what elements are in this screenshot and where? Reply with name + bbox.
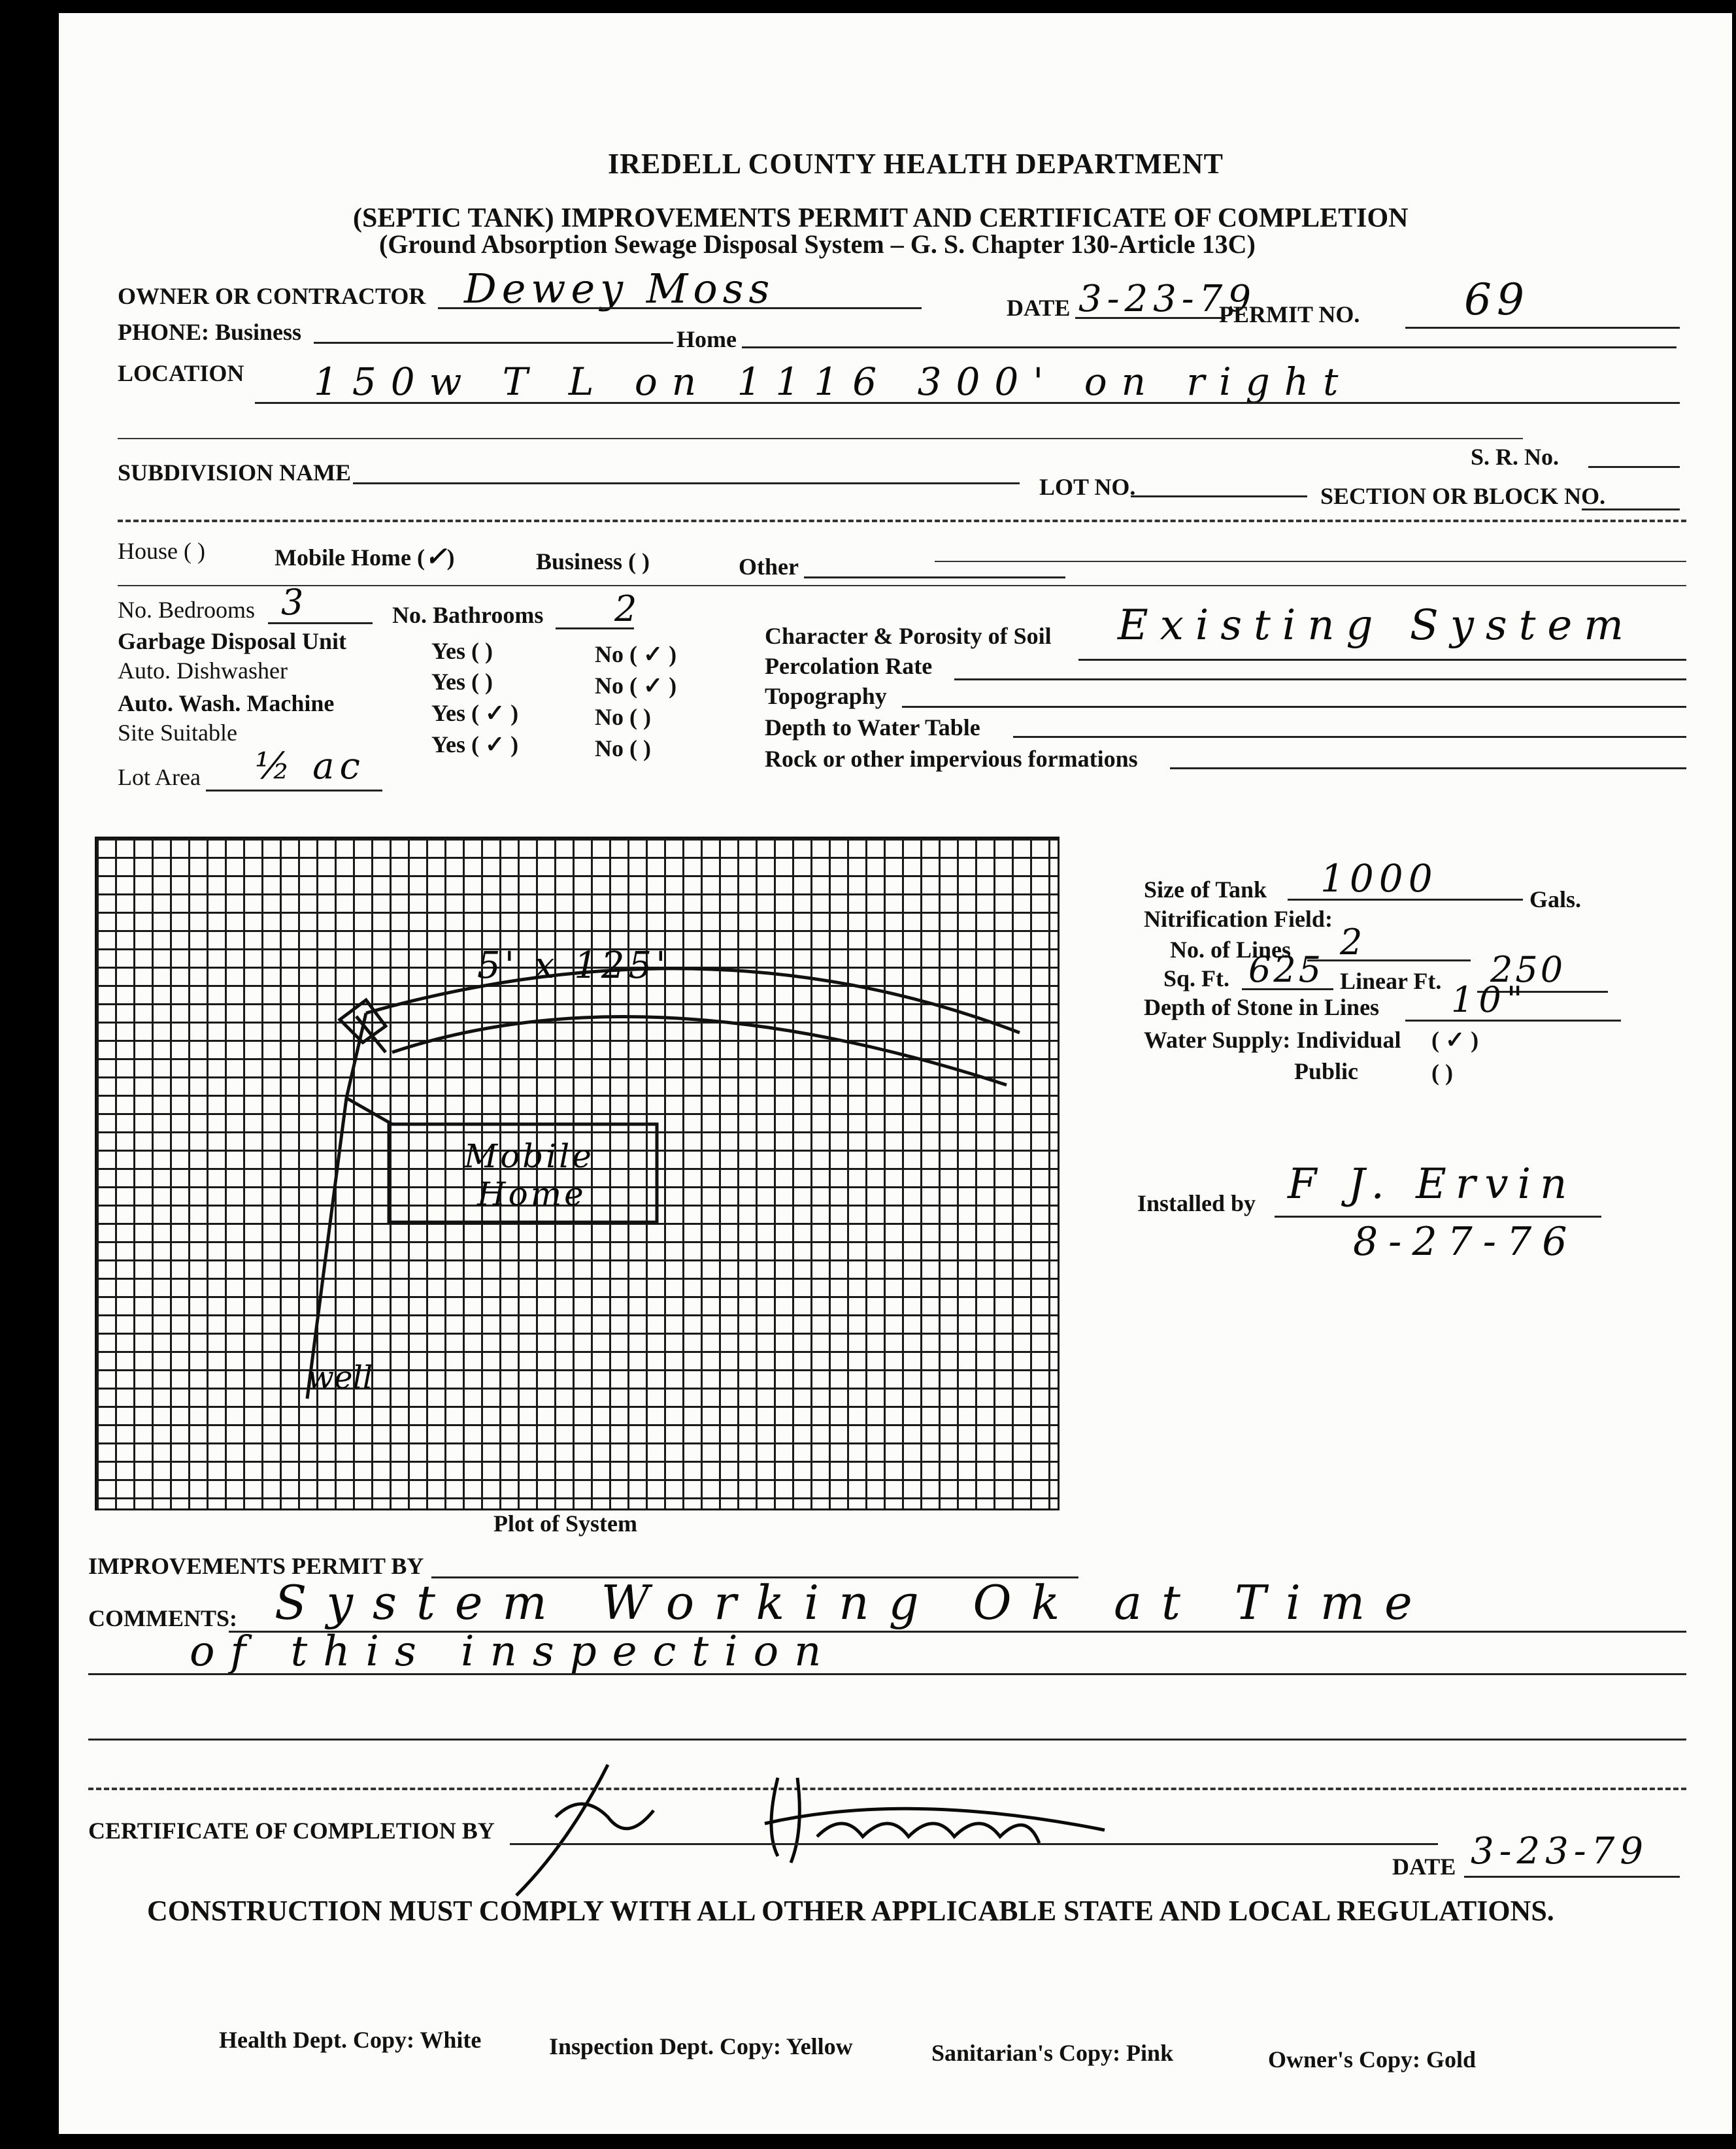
water-individual-mark: ( ✓ ) [1431, 1027, 1479, 1053]
nitrification-label: Nitrification Field: [1144, 906, 1333, 932]
certificate-label: CERTIFICATE OF COMPLETION BY [88, 1818, 495, 1844]
dishwasher-no: No ( ✓ ) [595, 673, 677, 699]
dishwasher-yes: Yes ( ) [431, 669, 493, 695]
bathrooms-value: 2 [614, 588, 643, 629]
soil-character-label: Character & Porosity of Soil [765, 623, 1052, 649]
lot-area-label: Lot Area [118, 764, 201, 790]
type-house: House ( ) [118, 538, 205, 564]
lot-no-label: LOT NO. [1039, 474, 1136, 500]
washer-no: No ( ) [595, 704, 651, 730]
garbage-no: No ( ✓ ) [595, 641, 677, 667]
dishwasher-label: Auto. Dishwasher [118, 658, 288, 684]
washer-yes: Yes ( ✓ ) [431, 700, 519, 726]
lines-value: 2 [1340, 922, 1368, 963]
comments-label: COMMENTS: [88, 1605, 237, 1631]
location-value: 150w T L on 1116 300' on right [314, 359, 1353, 404]
department-title: IREDELL COUNTY HEALTH DEPARTMENT [608, 148, 1224, 180]
location-label: LOCATION [118, 360, 244, 386]
garbage-label: Garbage Disposal Unit [118, 628, 347, 654]
owner-date-value: 3-23-79 [1078, 278, 1256, 320]
owner-date-label: DATE [1007, 295, 1071, 321]
garbage-yes: Yes ( ) [431, 638, 493, 664]
public-mark: ( ) [1431, 1059, 1453, 1086]
linear-ft-label: Linear Ft. [1340, 968, 1442, 994]
lines-label: No. of Lines [1170, 937, 1292, 963]
plot-caption: Plot of System [493, 1510, 637, 1537]
phone-home-label: Home [676, 326, 737, 352]
water-supply-label: Water Supply: Individual [1144, 1027, 1401, 1053]
linear-ft-value: 250 [1490, 949, 1566, 990]
bedrooms-value: 3 [281, 582, 309, 623]
form-title: (SEPTIC TANK) IMPROVEMENTS PERMIT AND CERTIFICATE OF COMPLETION [353, 203, 1409, 233]
stone-depth-value: 10" [1451, 979, 1528, 1020]
copy-health: Health Dept. Copy: White [219, 2027, 482, 2053]
comments-line1: System Working Ok at Time [275, 1575, 1432, 1630]
percolation-label: Percolation Rate [765, 653, 933, 679]
compliance-notice: CONSTRUCTION MUST COMPLY WITH ALL OTHER APPLICABLE STATE AND LOCAL REGULATIONS. [147, 1895, 1554, 1927]
bathrooms-label: No. Bathrooms [392, 602, 544, 628]
form-subtitle: (Ground Absorption Sewage Disposal System – G. S. Chapter 130-Article 13C) [379, 229, 1256, 259]
site-suitable-yes: Yes ( ✓ ) [431, 731, 519, 758]
installed-by-value: F J. Ervin [1288, 1160, 1577, 1208]
sr-no-label: S. R. No. [1471, 444, 1560, 470]
type-business: Business ( ) [536, 548, 650, 575]
permit-by-label: IMPROVEMENTS PERMIT BY [88, 1553, 424, 1579]
permit-no-value: 69 [1464, 275, 1529, 325]
stone-depth-label: Depth of Stone in Lines [1144, 994, 1380, 1020]
certificate-date-label: DATE [1392, 1854, 1456, 1880]
tank-size-label: Size of Tank [1144, 876, 1267, 903]
permit-no-label: PERMIT NO. [1219, 301, 1360, 327]
soil-character-value: Existing System [1118, 601, 1635, 650]
copy-inspection: Inspection Dept. Copy: Yellow [549, 2033, 853, 2059]
washer-label: Auto. Wash. Machine [118, 690, 335, 716]
permit-form [59, 13, 1732, 2134]
public-label: Public [1294, 1058, 1359, 1084]
section-label: SECTION OR BLOCK NO. [1320, 483, 1606, 509]
installed-date: 8-27-76 [1353, 1219, 1578, 1265]
plot-field-label: 5' x 125' [477, 944, 670, 987]
plot-home-label-1: Mobile [464, 1137, 594, 1175]
copy-owner: Owner's Copy: Gold [1268, 2046, 1477, 2073]
tank-size-value: 1000 [1320, 856, 1438, 901]
type-mobile-label: Mobile Home ( [275, 544, 425, 571]
owner-label: OWNER OR CONTRACTOR [118, 283, 426, 309]
type-mobile-mark: ✓ [424, 541, 447, 572]
owner-value: Dewey Moss [464, 265, 775, 312]
plot-home-label-2: Home [477, 1175, 586, 1213]
certificate-signature [59, 13, 1732, 2134]
type-mobile-close: ) [446, 544, 455, 571]
sqft-label: Sq. Ft. [1163, 965, 1230, 991]
rock-label: Rock or other impervious formations [765, 746, 1138, 772]
certificate-date-value: 3-23-79 [1471, 1830, 1648, 1873]
plot-well-label: well [307, 1359, 373, 1396]
phone-business-label: PHONE: Business [118, 319, 302, 345]
installed-by-label: Installed by [1137, 1190, 1256, 1216]
water-table-label: Depth to Water Table [765, 714, 980, 741]
site-suitable-label: Site Suitable [118, 720, 237, 746]
topography-label: Topography [765, 683, 887, 709]
sqft-value: 625 [1248, 949, 1324, 990]
tank-gals: Gals. [1529, 886, 1582, 912]
comments-line2: of this inspection [190, 1627, 837, 1676]
site-suitable-no: No ( ) [595, 735, 651, 761]
copy-sanitarian: Sanitarian's Copy: Pink [931, 2040, 1174, 2066]
bedrooms-label: No. Bedrooms [118, 597, 255, 623]
type-other-label: Other [739, 554, 799, 580]
subdivision-label: SUBDIVISION NAME [118, 459, 352, 486]
lot-area-value: ½ ac [255, 745, 365, 788]
